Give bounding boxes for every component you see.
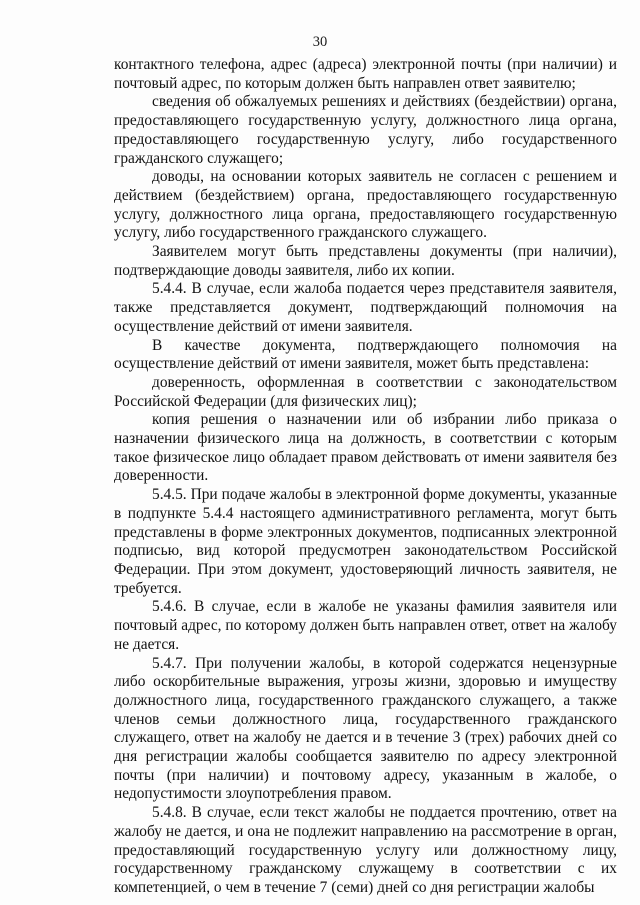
paragraph-5-4-5: 5.4.5. При подаче жалобы в электронной форме документы, указанные в подпункте 5.4.4 настоящего административного регламента, могут быть представлены в форме электронных документов, подписанных электронной подписью, вид которой предусмотрен законодательством Российской Федерации. При этом документ, удостоверяющий личность заявителя, не требуется. — [114, 486, 617, 597]
document-body — [114, 56, 617, 898]
paragraph-appointment-decision: копия решения о назначении или об избрании либо приказа о назначении физического лица на должность, в соответствии с которым такое физическое лицо обладает правом действовать от имени заявителя без доверенности. — [114, 411, 617, 485]
paragraph-authority-document: В качестве документа, подтверждающего полномочия на осуществление действий от имени заявителя, может быть представлена: — [114, 336, 617, 373]
paragraph-5-4-8: 5.4.8. В случае, если текст жалобы не поддается прочтению, ответ на жалобу не дается, и она не подлежит направлению на рассмотрение в орган, предоставляющий государственную услугу или должностному лицу, государственному гражданскому служащему в соответствии с их компетенцией, о чем в течение 7 (семи) дней со дня регистрации жалобы — [114, 804, 617, 896]
paragraph-5-4-4: 5.4.4. В случае, если жалоба подается через представителя заявителя, также представляется документ, подтверждающий полномочия на осуществление действий от имени заявителя. — [114, 280, 617, 335]
paragraph-5-4-6: 5.4.6. В случае, если в жалобе не указаны фамилия заявителя или почтовый адрес, по которому должен быть направлен ответ, ответ на жалобу не дается. — [114, 598, 617, 653]
paragraph-arguments: доводы, на основании которых заявитель не согласен с решением и действием (бездействием) органа, предоставляющего государственную услугу, должностного лица органа, предоставляющего государственную услугу, либо государственного гражданского служащего. — [114, 168, 617, 242]
page-number: 30 — [312, 34, 328, 50]
paragraph-appealed-decisions: сведения об обжалуемых решениях и действиях (бездействии) органа, предоставляющего государственную услугу, должностного лица органа, предоставляющего государственную услугу, либо государственного гражданского служащего; — [114, 93, 617, 167]
paragraph-contact-details: контактного телефона, адрес (адреса) электронной почты (при наличии) и почтовый адрес, по которым должен быть направлен ответ заявителю; — [114, 56, 617, 92]
paragraph-supporting-documents: Заявителем могут быть представлены документы (при наличии), подтверждающие доводы заявителя, либо их копии. — [114, 243, 617, 279]
paragraph-5-4-7: 5.4.7. При получении жалобы, в которой содержатся нецензурные либо оскорбительные выражения, угрозы жизни, здоровью и имуществу должностного лица, государственного гражданского служащего, а также членов семьи должностного лица, государственного гражданского служащего, ответ на жалобу не дается и в течение 3 (трех) рабочих дней со дня регистрации жалобы сообщается заявителю по адресу электронной почты (при наличии) и почтовому адресу, указанным в жалобе, о недопустимости злоупотребления правом. — [114, 654, 617, 803]
paragraph-power-of-attorney: доверенность, оформленная в соответствии с законодательством Российской Федерации (для физических лиц); — [114, 373, 617, 410]
